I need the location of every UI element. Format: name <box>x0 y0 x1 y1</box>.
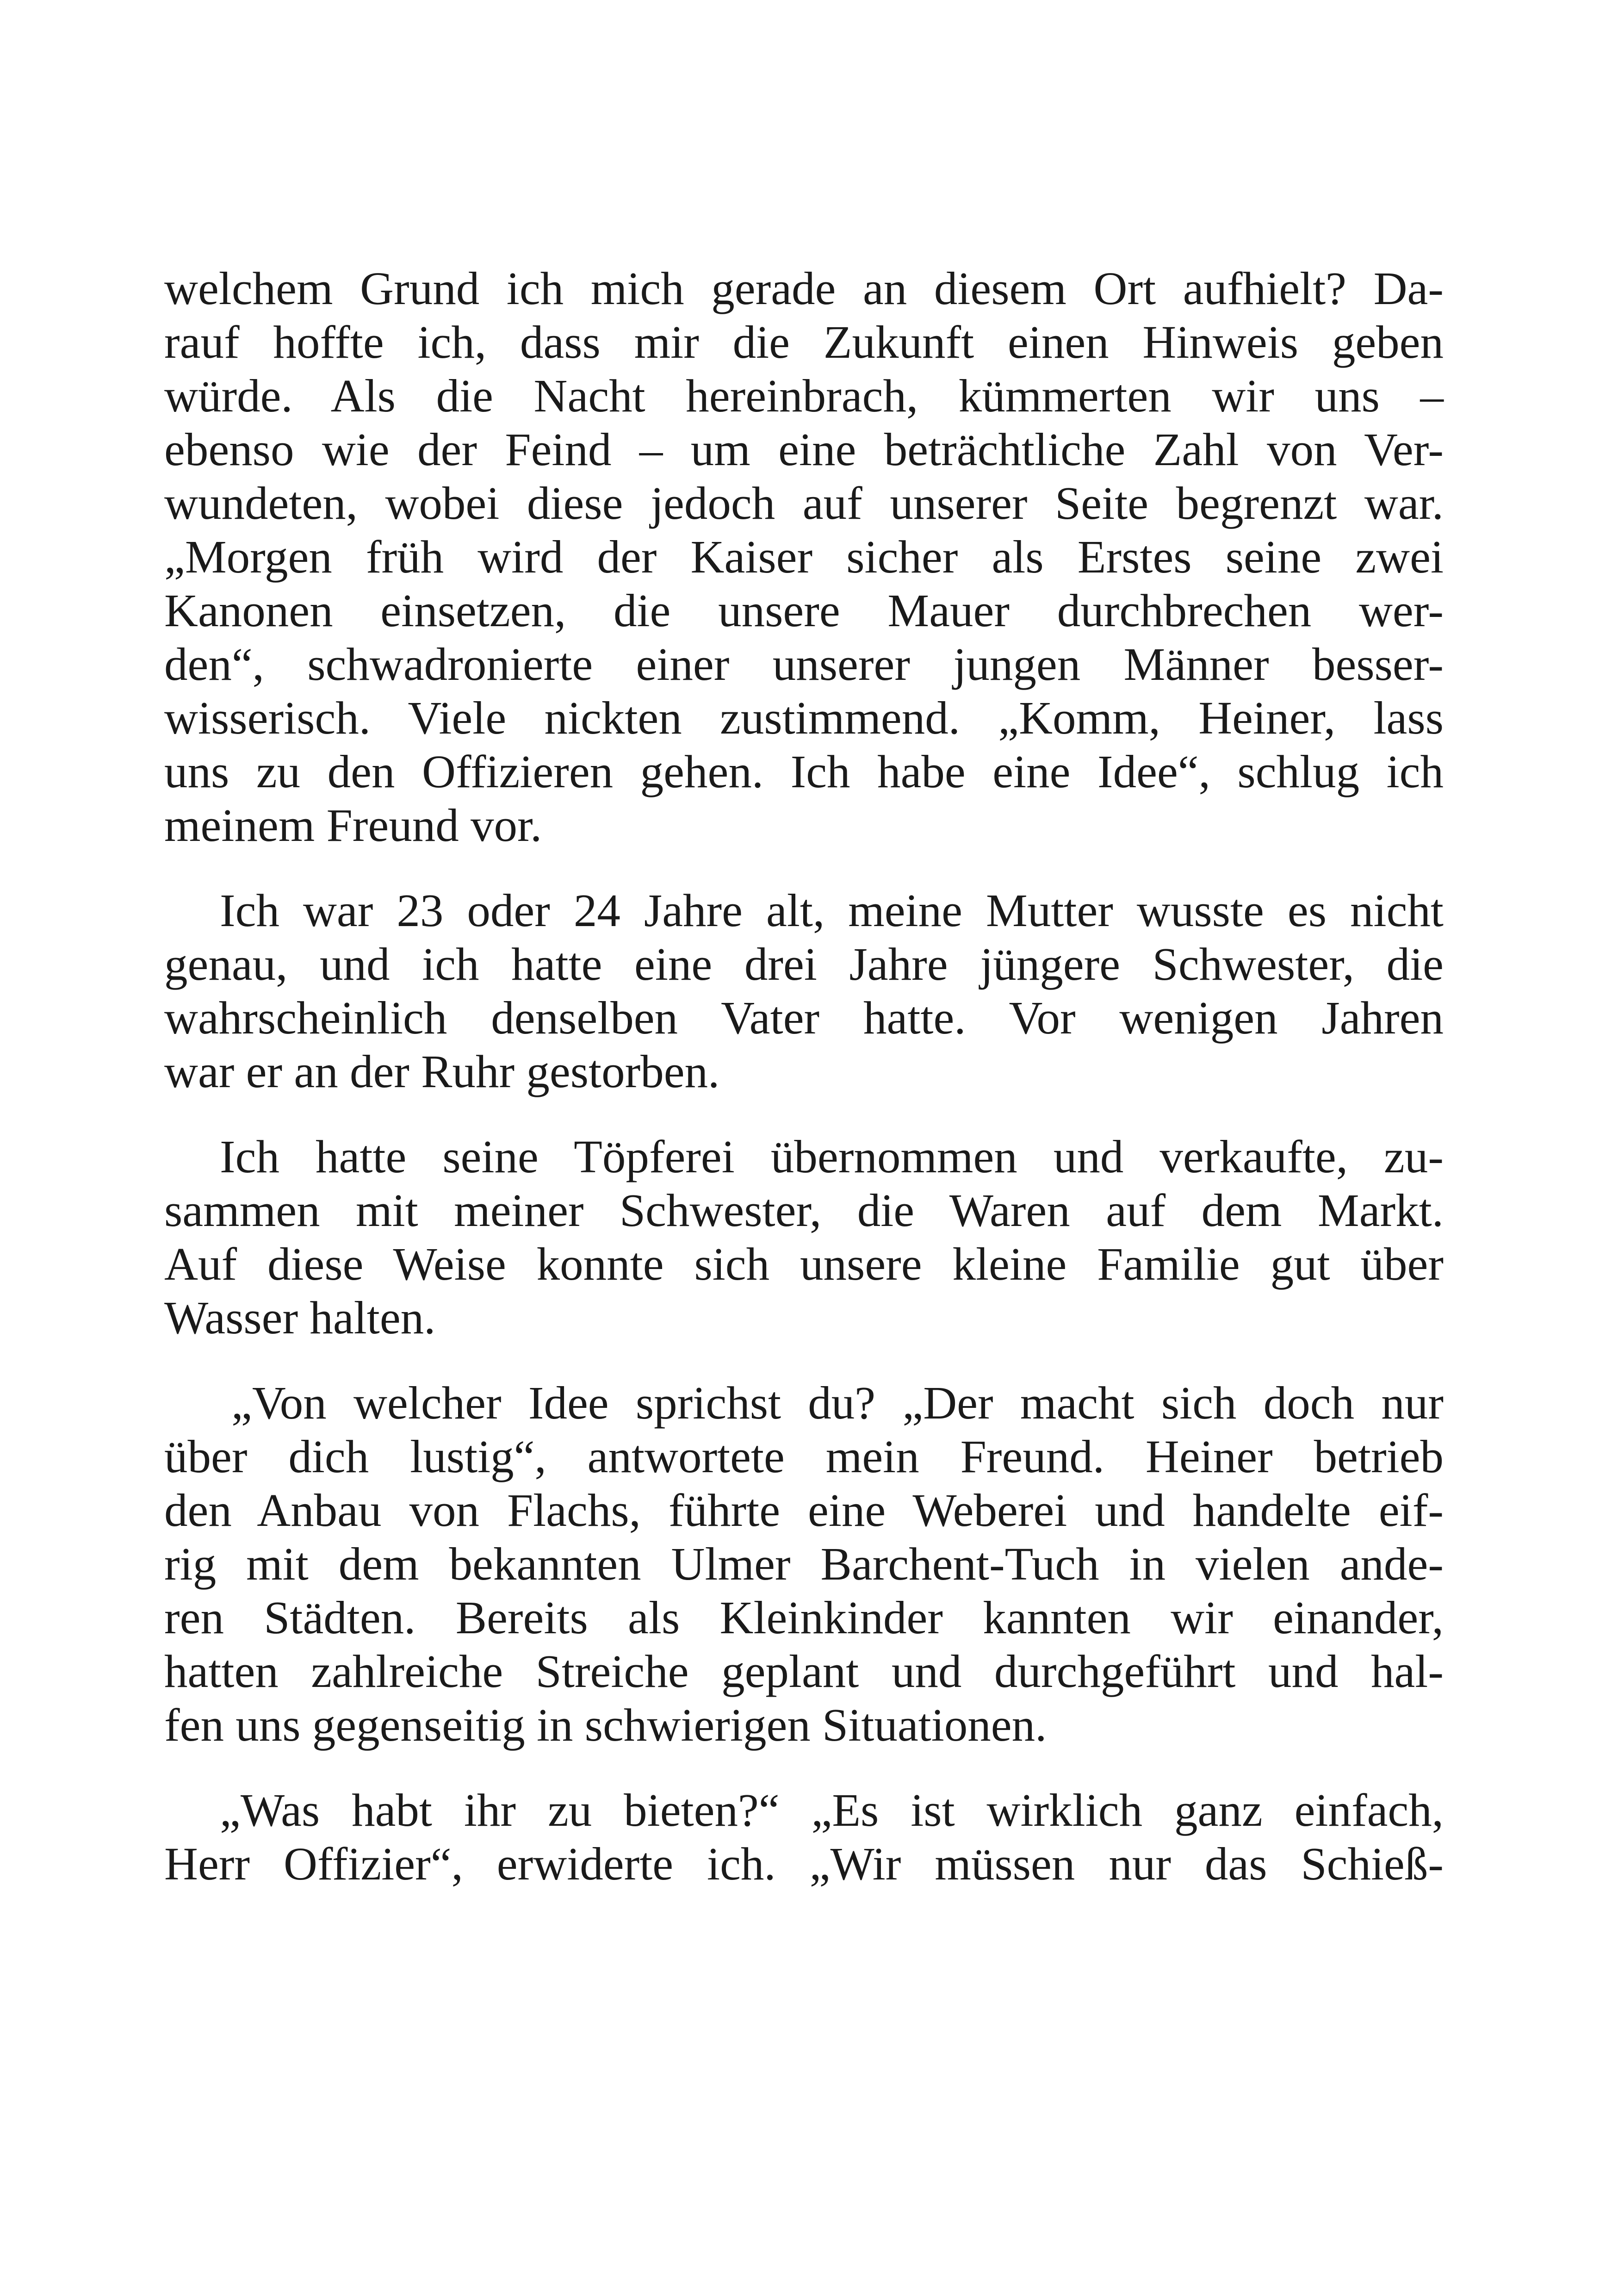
text-line: „Von welcher Idee sprichst du? „Der macht sich doch nur <box>231 1377 1444 1429</box>
text-line: uns zu den Offizieren gehen. Ich habe eine Idee“, schlug ich <box>164 746 1444 797</box>
text-line: ebenso wie der Feind – um eine beträchtliche Zahl von Ver- <box>164 423 1444 475</box>
text-line: genau, und ich hatte eine drei Jahre jüngere Schwester, die <box>164 938 1444 990</box>
text-line: „Morgen früh wird der Kaiser sicher als Erstes seine zwei <box>164 531 1444 583</box>
paragraph-1 <box>164 261 1444 852</box>
text-line: Ich hatte seine Töpferei übernommen und verkaufte, zu- <box>220 1131 1444 1182</box>
text-line: sammen mit meiner Schwester, die Waren auf dem Markt. <box>164 1184 1444 1236</box>
text-line: Herr Offizier“, erwiderte ich. „Wir müssen nur das Schieß- <box>164 1838 1444 1890</box>
paragraph-3 <box>164 1130 1444 1344</box>
text-line: Auf diese Weise konnte sich unsere kleine Familie gut über <box>164 1238 1444 1290</box>
body-text <box>164 261 1444 1891</box>
text-line: Ich war 23 oder 24 Jahre alt, meine Mutter wusste es nicht <box>220 884 1444 936</box>
text-line: wundeten, wobei diese jedoch auf unserer Seite begrenzt war. <box>164 477 1444 529</box>
text-line: würde. Als die Nacht hereinbrach, kümmerten wir uns – <box>164 370 1444 422</box>
text-line: hatten zahlreiche Streiche geplant und durchgeführt und hal- <box>164 1645 1444 1697</box>
text-line: Kanonen einsetzen, die unsere Mauer durchbrechen wer- <box>164 585 1444 636</box>
text-line: den Anbau von Flachs, führte eine Weberei und handelte eif- <box>164 1484 1444 1536</box>
paragraph-4 <box>164 1376 1444 1752</box>
text-line: rauf hoffte ich, dass mir die Zukunft einen Hinweis geben <box>164 316 1444 368</box>
text-line: meinem Freund vor. <box>164 799 542 851</box>
text-line: war er an der Ruhr gestorben. <box>164 1045 720 1097</box>
text-line: fen uns gegenseitig in schwierigen Situationen. <box>164 1699 1047 1751</box>
text-line: wisserisch. Viele nickten zustimmend. „Komm, Heiner, lass <box>164 692 1444 744</box>
text-line: über dich lustig“, antwortete mein Freund. Heiner betrieb <box>164 1431 1444 1482</box>
text-line: welchem Grund ich mich gerade an diesem Ort aufhielt? Da- <box>164 262 1444 314</box>
text-line: rig mit dem bekannten Ulmer Barchent-Tuch in vielen ande- <box>164 1538 1444 1590</box>
text-line: den“, schwadronierte einer unserer jungen Männer besser- <box>164 638 1444 690</box>
text-line: „Was habt ihr zu bieten?“ „Es ist wirklich ganz einfach, <box>220 1784 1444 1836</box>
text-line: ren Städten. Bereits als Kleinkinder kannten wir einander, <box>164 1592 1444 1643</box>
paragraph-5 <box>164 1783 1444 1891</box>
paragraph-2 <box>164 884 1444 1098</box>
text-line: wahrscheinlich denselben Vater hatte. Vor wenigen Jahren <box>164 992 1444 1044</box>
text-line: Wasser halten. <box>164 1292 436 1344</box>
